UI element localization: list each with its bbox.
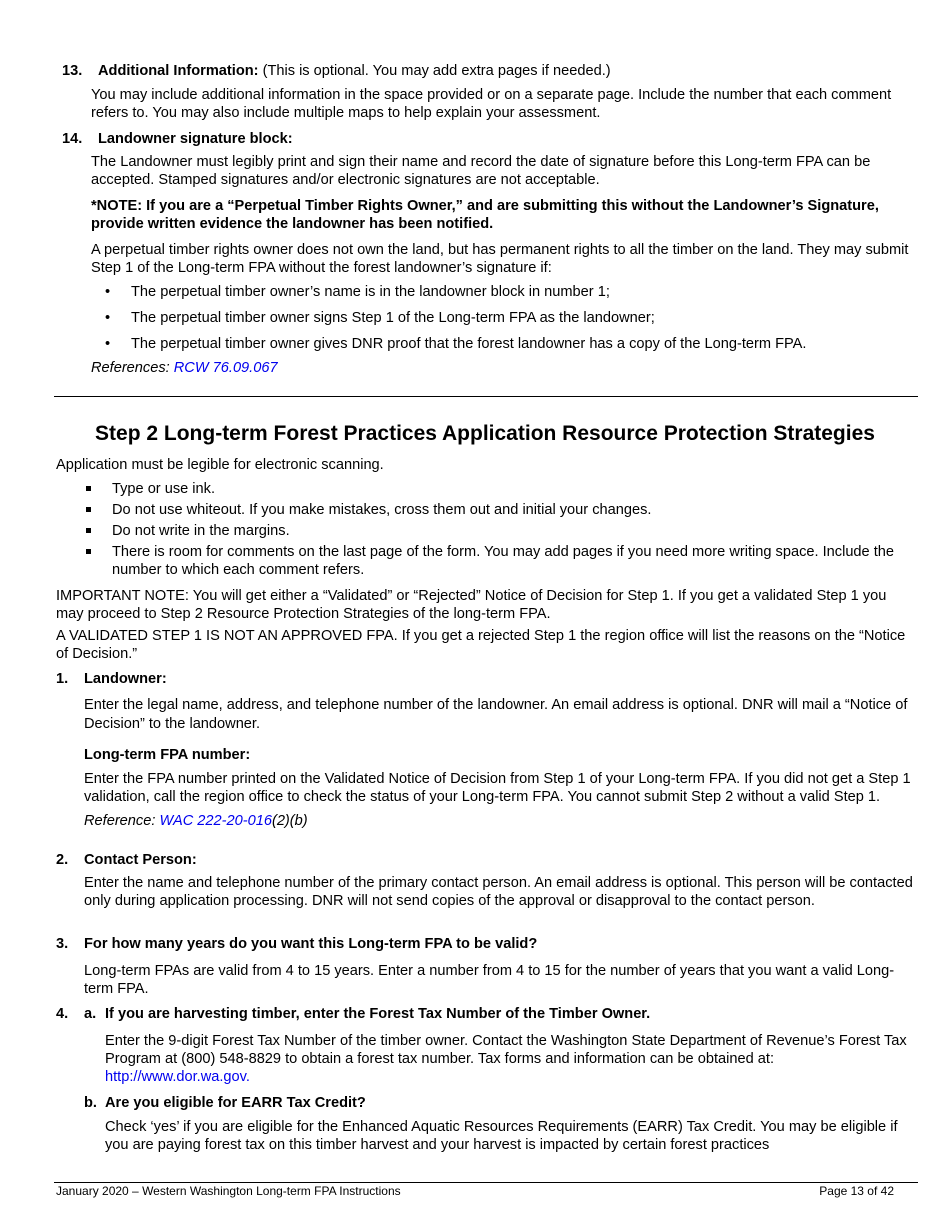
list-item: • The perpetual timber owner signs Step 1 of the Long-term FPA as the landowner; — [91, 309, 915, 327]
item-14-body-block — [91, 153, 915, 377]
section-4a-label: a. — [84, 1006, 97, 1022]
item-13-title: Additional Information: — [98, 63, 259, 79]
list-item: • The perpetual timber owner’s name is in the landowner block in number 1; — [91, 283, 915, 301]
section-3-number: 3. — [56, 936, 69, 952]
item-14-body: The Landowner must legibly print and sign their name and record the date of signature before this Long-term FPA can be accepted. Stamped signatures and/or electronic signatures are not acceptable. — [91, 154, 871, 188]
dor-link[interactable]: http://www.dor.wa.gov — [105, 1069, 246, 1085]
section-4a-title: If you are harvesting timber, enter the Forest Tax Number of the Timber Owner. — [105, 1006, 651, 1022]
item-14-bullet-list — [91, 283, 915, 353]
list-item: There is room for comments on the last page of the form. You may add pages if you need more writing space. Include the number to which each comment refers. — [56, 543, 916, 579]
reference-suffix: (2)(b) — [271, 813, 308, 829]
section-divider — [54, 396, 918, 397]
section-1-title: Landowner: — [84, 671, 167, 687]
item-14-number: 14. — [62, 131, 83, 147]
step-2-intro-block — [56, 456, 916, 663]
section-4a-heading — [56, 1006, 650, 1022]
section-1-number: 1. — [56, 671, 69, 687]
item-14-references — [91, 359, 915, 377]
section-2-body: Enter the name and telephone number of the primary contact person. An email address is optional. This person will be contacted only during application processing. DNR will not send copies of the approval or disapproval to the contact person. — [84, 875, 913, 909]
section-1-body-block — [84, 696, 916, 830]
list-item: Do not use whiteout. If you make mistakes, cross them out and initial your changes. — [56, 501, 916, 519]
item-13-title-note: (This is optional. You may add extra pages if needed.) — [262, 63, 611, 79]
item-14-note: *NOTE: If you are a “Perpetual Timber Rights Owner,” and are submitting this without the Landowner’s Signature, provide written evidence the landowner has been notified. — [91, 198, 879, 232]
item-14-title: Landowner signature block: — [98, 131, 293, 147]
section-2-heading — [56, 852, 197, 868]
section-1-body: Enter the legal name, address, and telephone number of the landowner. An email address is optional. DNR will mail a “Notice of Decision” to the landowner. — [84, 697, 908, 732]
section-4b-heading — [84, 1095, 366, 1111]
step-2-heading: Step 2 Long-term Forest Practices Application Resource Protection Strategies — [95, 422, 875, 445]
section-4a-body-text: Enter the 9-digit Forest Tax Number of the timber owner. Contact the Washington State Department of Revenue’s Forest Tax Program at (800) 548-8829 to obtain a forest tax number. Tax forms and information can be obtained at: — [105, 1033, 907, 1067]
section-4-number: 4. — [56, 1006, 69, 1022]
references-label: References: — [91, 360, 174, 376]
section-2-body-block — [84, 874, 916, 910]
section-3-body: Long-term FPAs are valid from 4 to 15 years. Enter a number from 4 to 15 for the number of years that you want a valid Long-term FPA. — [84, 963, 895, 997]
section-3-heading — [56, 936, 537, 952]
list-item: • The perpetual timber owner gives DNR proof that the forest landowner has a copy of the Long-term FPA. — [91, 335, 915, 353]
list-item: Do not write in the margins. — [56, 522, 916, 540]
fpa-number-body: Enter the FPA number printed on the Validated Notice of Decision from Step 1 of your Long-term FPA. If you did not get a Step 1 validation, call the region office to check the status of your Long-term FPA. You cannot submit Step 2 without a valid Step 1. — [84, 771, 911, 805]
section-4b-body: Check ‘yes’ if you are eligible for the Enhanced Aquatic Resources Requirements (EARR) Tax Credit. You may be eligible if you are paying forest tax on this timber harvest and your harvest is impacted by certain forest practices — [105, 1119, 898, 1153]
dor-link-suffix: . — [245, 1069, 250, 1085]
validated-note: A VALIDATED STEP 1 IS NOT AN APPROVED FPA. If you get a rejected Step 1 the region office will list the reasons on the “Notice of Decision.” — [56, 628, 906, 662]
item-14-para2: A perpetual timber rights owner does not own the land, but has permanent rights to all the timber on the land. They may submit Step 1 of the Long-term FPA without the forest landowner’s signature if: — [91, 242, 909, 276]
section-3-body-block — [84, 962, 916, 998]
section-4b-label: b. — [84, 1095, 97, 1111]
step-2-intro: Application must be legible for electronic scanning. — [56, 457, 384, 473]
footer-divider — [54, 1182, 918, 1183]
item-13-heading — [62, 63, 611, 79]
section-2-title: Contact Person: — [84, 852, 197, 868]
footer-left: January 2020 – Western Washington Long-term FPA Instructions — [56, 1184, 401, 1198]
section-2-number: 2. — [56, 852, 69, 868]
reference-label: Reference: — [84, 813, 160, 829]
list-item: Type or use ink. — [56, 480, 916, 498]
important-note: IMPORTANT NOTE: You will get either a “Validated” or “Rejected” Notice of Decision for Step 1. If you get a validated Step 1 you may proceed to Step 2 Resource Protection Strategies of the long-term FPA. — [56, 588, 887, 622]
section-1-heading — [56, 671, 167, 687]
fpa-number-title: Long-term FPA number: — [84, 747, 251, 763]
wac-link[interactable]: WAC 222-20-016 — [159, 813, 272, 829]
section-4a-body — [105, 1032, 917, 1086]
item-13-number: 13. — [62, 63, 83, 79]
section-1-reference — [84, 812, 916, 830]
rcw-link[interactable]: RCW 76.09.067 — [173, 360, 278, 376]
section-4b-body-block — [105, 1118, 917, 1154]
step-2-rules-list — [56, 480, 916, 579]
footer-page-number: Page 13 of 42 — [819, 1184, 894, 1198]
item-14-heading — [62, 131, 293, 147]
item-13-body: You may include additional information in the space provided or on a separate page. Include the number that each comment refers to. You may also include multiple maps to help explain your assessment. — [91, 87, 892, 121]
section-3-title: For how many years do you want this Long-term FPA to be valid? — [84, 936, 538, 952]
item-13-body-block — [91, 86, 915, 122]
section-4a-body-block — [105, 1032, 917, 1086]
section-4b-title: Are you eligible for EARR Tax Credit? — [105, 1095, 366, 1111]
